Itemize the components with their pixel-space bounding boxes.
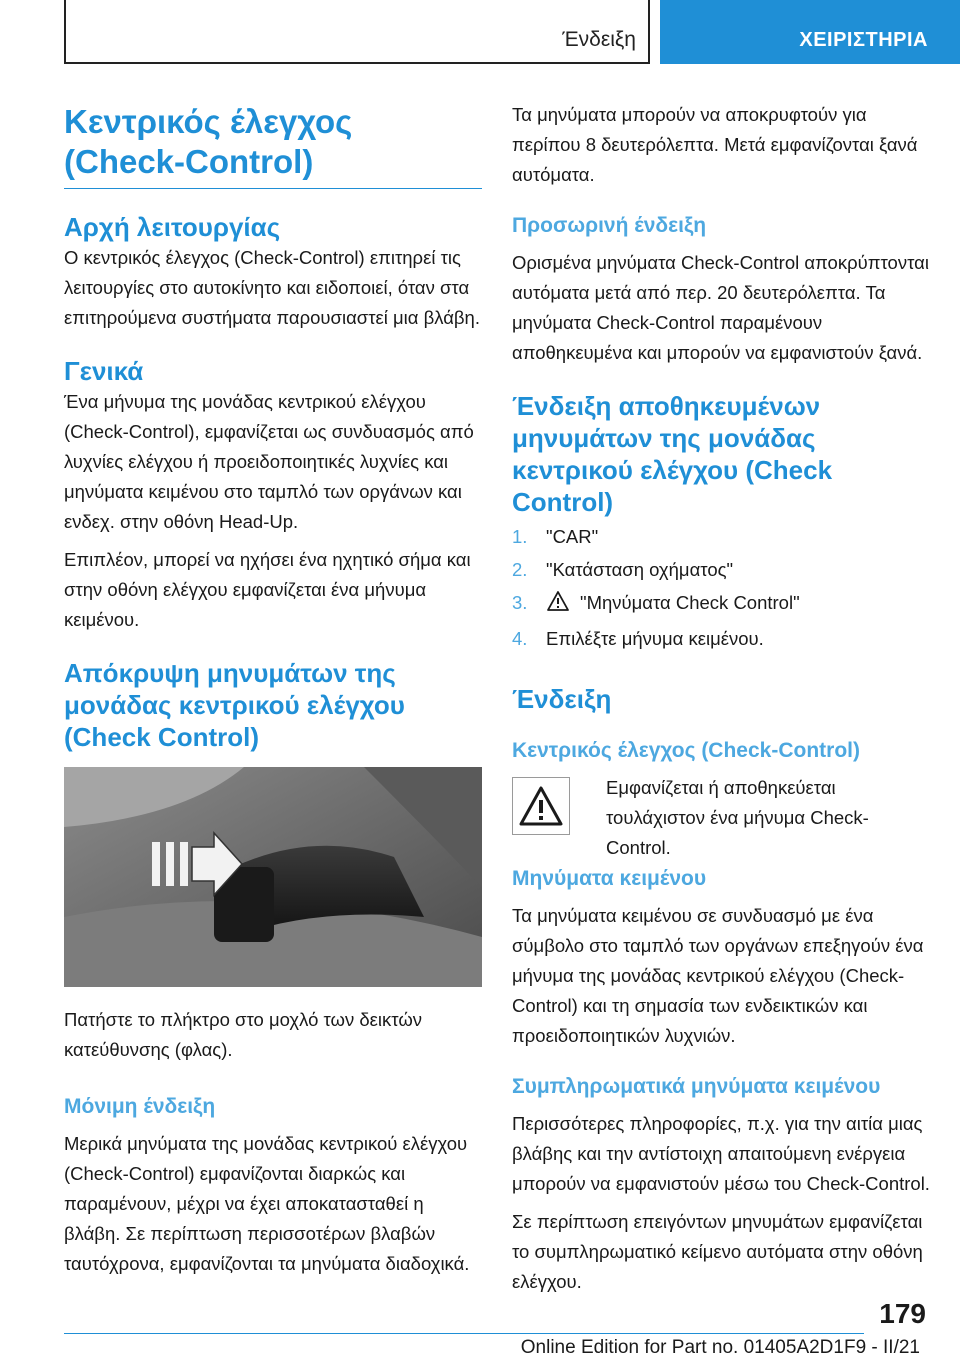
page-number: 179 xyxy=(879,1298,926,1329)
list-item xyxy=(512,520,932,553)
step-number: 3. xyxy=(512,592,528,613)
heading-check-control: Κεντρικός έλεγχος (Check-Control) xyxy=(512,739,860,762)
step-text: "Κατάσταση οχήματος" xyxy=(546,559,734,580)
photo-caption: Πατήστε το πλήκτρο στο μοχλό των δεικτών κατεύθυνσης (φλας). xyxy=(64,1009,423,1060)
list-item xyxy=(512,622,932,655)
heading-permanent-display: Μόνιμη ένδειξη xyxy=(64,1095,216,1118)
right-column xyxy=(512,100,932,1297)
warning-symbol-row xyxy=(512,773,932,858)
paragraph-principle: Ο κεντρικός έλεγχος (Check-Control) επιτηρεί τις λειτουργίες στο αυτοκίνητο και ειδοποιεί, όταν στα επιτηρούμενα συστήματα παρουσιαστεί μια βλάβη. xyxy=(64,247,480,328)
warning-symbol-box xyxy=(512,777,570,835)
step-text: Επιλέξτε μήνυμα κειμένου. xyxy=(546,628,764,649)
step-number: 1. xyxy=(512,526,528,547)
heading-principle: Αρχή λειτουργίας xyxy=(64,212,281,242)
chapter-tab xyxy=(660,0,960,64)
heading-hide-messages: Απόκρυψη μηνυμάτων της μονάδας κεντρικού ελέγχου (Check Control) xyxy=(64,658,405,752)
heading-general: Γενικά xyxy=(64,356,144,386)
page-title: Κεντρικός έλεγχος (Check-Control) xyxy=(64,102,482,189)
step-number: 4. xyxy=(512,628,528,649)
paragraph-hide-duration: Τα μηνύματα μπορούν να αποκρυφτούν για περίπου 8 δευτερόλεπτα. Μετά εμφανίζονται ξανά αυτόματα. xyxy=(512,104,918,185)
list-item xyxy=(512,586,932,622)
paragraph-supplementary-1: Περισσότερες πληροφορίες, π.χ. για την αιτία μιας βλάβης και την αντίστοιχη απαιτούμενη ενέργεια μπορούν να εμφανιστούν μέσω του Check-Control. xyxy=(512,1113,930,1194)
heading-stored-messages: Ένδειξη αποθηκευμένων μηνυμάτων της μονάδας κεντρικού ελέγχου (Check Control) xyxy=(512,391,833,517)
heading-text-messages: Μηνύματα κειμένου xyxy=(512,867,707,890)
paragraph-general-2: Επιπλέον, μπορεί να ηχήσει ένα ηχητικό σήμα και στην οθόνη ελέγχου εμφανίζεται ένα μήνυμα κειμένου. xyxy=(64,549,471,630)
chapter-label: ΧΕΙΡΙΣΤΗΡΙΑ xyxy=(799,29,928,51)
section-tab xyxy=(64,0,650,64)
step-text: "Μηνύματα Check Control" xyxy=(580,592,800,613)
step-number: 2. xyxy=(512,559,528,580)
paragraph-text-messages: Τα μηνύματα κειμένου σε συνδυασμό με ένα σύμβολο στο ταμπλό των οργάνων επεξηγούν ένα μήνυμα της μονάδας κεντρικού ελέγχου (Check-Control) και τη σημασία των ενδεικτικών και προειδοποιητικών λυχνιών. xyxy=(512,905,924,1046)
paragraph-supplementary-2: Σε περίπτωση επειγόντων μηνυμάτων εμφανίζεται το συμπληρωματικό κείμενο αυτόματα στην οθόνη ελέγχου. xyxy=(512,1211,923,1292)
paragraph-permanent-display: Μερικά μηνύματα της μονάδας κεντρικού ελέγχου (Check-Control) εμφανίζονται διαρκώς και παραμένουν, μέχρι να έχει αποκατασταθεί η βλάβη. Σε περίπτωση περισσοτέρων βλαβών ταυτόχρονα, εμφανίζονται τα μηνύματα διαδοχικά. xyxy=(64,1133,470,1274)
step-text: "CAR" xyxy=(546,526,599,547)
lever-illustration xyxy=(64,767,482,987)
paragraph-check-control: Εμφανίζεται ή αποθηκεύεται τουλάχιστον ένα μήνυμα Check-Control. xyxy=(606,777,869,858)
warning-triangle-icon xyxy=(518,785,564,827)
heading-temporary-display: Προσωρινή ένδειξη xyxy=(512,214,707,237)
warning-triangle-icon xyxy=(546,589,570,622)
heading-supplementary-messages: Συμπληρωματικά μηνύματα κειμένου xyxy=(512,1075,881,1098)
paragraph-general-1: Ένα μήνυμα της μονάδας κεντρικού ελέγχου (Check-Control), εμφανίζεται ως συνδυασμός από λυχνίες ελέγχου ή προειδοποιητικές λυχνίες και μηνύματα κειμένου στο ταμπλό των οργάνων και ενδεχ. στην οθόνη Head-Up. xyxy=(64,391,474,532)
section-label: Ένδειξη xyxy=(562,28,636,51)
steps-list xyxy=(512,520,932,655)
paragraph-temporary-display: Ορισμένα μηνύματα Check-Control αποκρύπτονται αυτόματα μετά από περ. 20 δευτερόλεπτα. Τα μηνύματα Check-Control παραμένουν αποθηκευμένα και μπορούν να εμφανιστούν ξανά. xyxy=(512,252,929,363)
page-header xyxy=(0,0,960,66)
turn-signal-lever-photo xyxy=(64,767,482,987)
footer-divider xyxy=(64,1333,864,1334)
edition-footer: Online Edition for Part no. 01405A2D1F9 - II/21 xyxy=(520,1337,920,1358)
left-column xyxy=(64,100,482,1279)
list-item xyxy=(512,553,932,586)
heading-display: Ένδειξη xyxy=(512,684,612,714)
